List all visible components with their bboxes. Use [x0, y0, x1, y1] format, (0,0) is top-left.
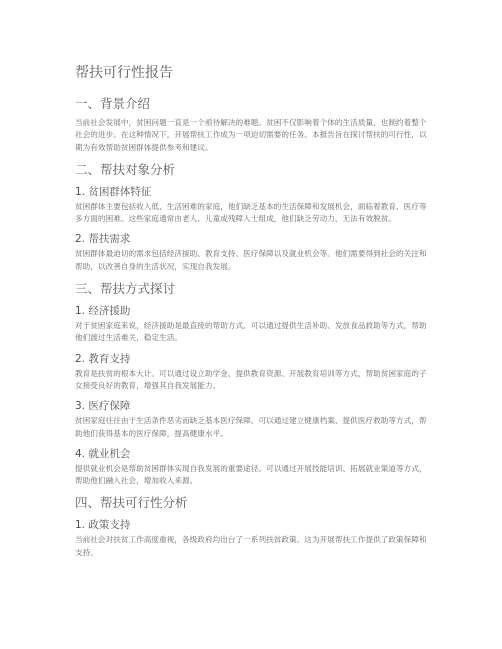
section-methods — [75, 281, 430, 487]
subsection-paragraph: 当前社会对扶贫工作高度重视，各级政府均出台了一系列扶贫政策。这为开展帮扶工作提供了政策保障和支持。 — [75, 535, 427, 557]
section-target-analysis — [75, 162, 430, 273]
subsection-title: 1. 贫困群体特征 — [75, 185, 152, 198]
subsection-paragraph: 贫困群体最迫切的需求包括经济援助、教育支持、医疗保障以及就业机会等。他们需要得到社会的关注和帮助，以改善自身的生活状况，实现自我发展。 — [75, 249, 427, 271]
subsection-title: 4. 就业机会 — [75, 447, 131, 460]
subsection-paragraph: 对于贫困家庭来说，经济援助是最直接的帮助方式。可以通过提供生活补助、发放食品救助等方式，帮助他们渡过生活难关，稳定生活。 — [75, 321, 427, 343]
subsection-title: 1. 政策支持 — [75, 519, 131, 532]
document-title: 帮扶可行性报告 — [75, 65, 173, 81]
subsection-title: 2. 帮扶需求 — [75, 233, 131, 246]
subsection-paragraph: 提供就业机会是帮助贫困群体实现自我发展的重要途径。可以通过开展技能培训、拓展就业渠道等方式，帮助他们融入社会，增加收入来源。 — [75, 463, 427, 486]
section-heading: 二、帮扶对象分析 — [75, 161, 176, 177]
subsection-title: 2. 教育支持 — [75, 352, 131, 365]
subsection-paragraph: 教育是扶贫的根本大计。可以通过设立助学金、提供教育资源、开展教育培训等方式，帮助贫困家庭的子女接受良好的教育，增强其自我发展能力。 — [75, 368, 427, 390]
subsection-paragraph: 贫困家庭往往由于生活条件恶劣而缺乏基本医疗保障。可以通过建立健康档案、提供医疗救助等方式，帮助他们获得基本的医疗保障，提高健康水平。 — [75, 416, 427, 438]
subsection-paragraph: 贫困群体主要包括收入低、生活困难的家庭，他们缺乏基本的生活保障和发展机会，面临着教育、医疗等多方面的困难。这些家庭通常由老人、儿童或残障人士组成，他们缺乏劳动力，无法有效脱贫。 — [75, 201, 427, 224]
section-heading: 三、帮扶方式探讨 — [75, 281, 176, 297]
section-paragraph: 当前社会发展中，贫困问题一直是一个亟待解决的难题。贫困不仅影响着个体的生活质量，也制约着整个社会的进步。在这种情况下，开展帮扶工作成为一项迫切需要的任务。本报告旨在探讨帮扶的可行性，以期为有效帮助贫困群体提供参考和建议。 — [75, 118, 427, 152]
section-heading: 一、背景介绍 — [75, 96, 151, 111]
section-heading: 四、帮扶可行性分析 — [75, 495, 188, 511]
subsection-title: 1. 经济援助 — [75, 305, 131, 318]
subsection-title: 3. 医疗保障 — [75, 400, 131, 413]
section-feasibility — [75, 495, 430, 559]
section-background — [75, 96, 430, 154]
